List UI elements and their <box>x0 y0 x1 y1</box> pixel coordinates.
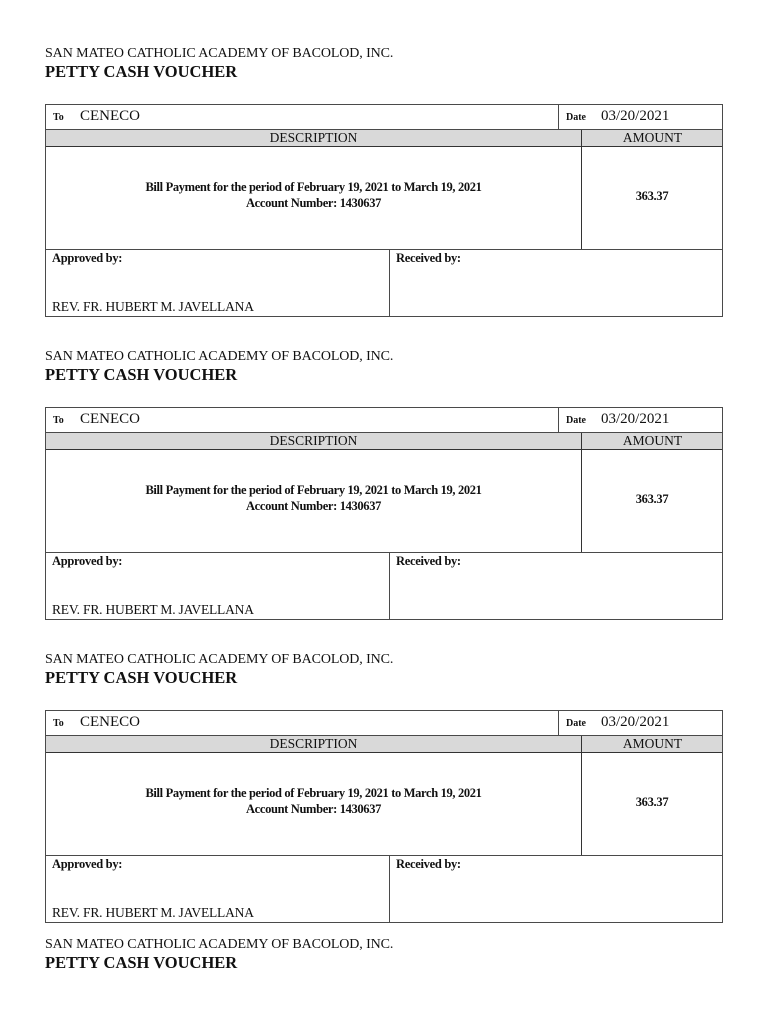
approved-by-label: Approved by: <box>52 857 123 871</box>
voucher-table <box>45 407 723 620</box>
received-by-cell <box>389 856 723 922</box>
approved-by-cell <box>46 856 389 922</box>
approver-name: REV. FR. HUBERT M. JAVELLANA <box>52 905 254 920</box>
amount-cell: 363.37 <box>581 753 722 855</box>
line-item-row <box>46 450 722 553</box>
voucher-title: PETTY CASH VOUCHER <box>45 953 238 972</box>
signature-row <box>46 553 722 619</box>
description-line-1: Bill Payment for the period of February 19, 2021 to March 19, 2021 <box>145 786 482 800</box>
header-row <box>46 736 722 753</box>
received-by-label: Received by: <box>396 857 461 871</box>
amount-header: AMOUNT <box>581 130 723 146</box>
org-name: SAN MATEO CATHOLIC ACADEMY OF BACOLOD, INC. <box>45 937 394 952</box>
date-value: 03/20/2021 <box>601 411 670 427</box>
date-value: 03/20/2021 <box>601 108 670 124</box>
payee-row <box>46 408 722 433</box>
description-line-2: Account Number: 1430637 <box>246 802 381 816</box>
approver-name: REV. FR. HUBERT M. JAVELLANA <box>52 299 254 314</box>
to-label: To <box>53 718 64 729</box>
amount-cell: 363.37 <box>581 450 722 552</box>
org-name: SAN MATEO CATHOLIC ACADEMY OF BACOLOD, INC. <box>45 349 394 364</box>
amount-cell: 363.37 <box>581 147 722 249</box>
description-line-2: Account Number: 1430637 <box>246 499 381 513</box>
org-name: SAN MATEO CATHOLIC ACADEMY OF BACOLOD, INC. <box>45 46 394 61</box>
description-header: DESCRIPTION <box>269 130 358 145</box>
approver-name: REV. FR. HUBERT M. JAVELLANA <box>52 602 254 617</box>
line-item-row <box>46 753 722 856</box>
received-by-label: Received by: <box>396 251 461 265</box>
received-by-label: Received by: <box>396 554 461 568</box>
description-header: DESCRIPTION <box>269 433 358 448</box>
line-item-row <box>46 147 722 250</box>
approved-by-label: Approved by: <box>52 554 123 568</box>
date-label: Date <box>566 718 586 729</box>
approved-by-cell <box>46 553 389 619</box>
date-value: 03/20/2021 <box>601 714 670 730</box>
header-row <box>46 130 722 147</box>
description-cell <box>46 450 581 552</box>
to-label: To <box>53 415 64 426</box>
signature-row <box>46 250 722 316</box>
received-by-cell <box>389 250 723 316</box>
amount-header: AMOUNT <box>581 736 723 752</box>
voucher-table <box>45 104 723 317</box>
description-cell <box>46 753 581 855</box>
description-line-1: Bill Payment for the period of February 19, 2021 to March 19, 2021 <box>145 483 482 497</box>
description-header: DESCRIPTION <box>269 736 358 751</box>
date-cell <box>558 711 723 735</box>
payee-row <box>46 711 722 736</box>
date-label: Date <box>566 415 586 426</box>
date-cell <box>558 105 723 129</box>
voucher-title: PETTY CASH VOUCHER <box>45 365 238 384</box>
description-line-2: Account Number: 1430637 <box>246 196 381 210</box>
received-by-cell <box>389 553 723 619</box>
approved-by-cell <box>46 250 389 316</box>
header-row <box>46 433 722 450</box>
payee-value: CENECO <box>80 714 140 730</box>
payee-value: CENECO <box>80 108 140 124</box>
voucher-table <box>45 710 723 923</box>
description-cell <box>46 147 581 249</box>
org-name: SAN MATEO CATHOLIC ACADEMY OF BACOLOD, INC. <box>45 652 394 667</box>
signature-row <box>46 856 722 922</box>
to-label: To <box>53 112 64 123</box>
date-cell <box>558 408 723 432</box>
amount-header: AMOUNT <box>581 433 723 449</box>
payee-row <box>46 105 722 130</box>
description-line-1: Bill Payment for the period of February 19, 2021 to March 19, 2021 <box>145 180 482 194</box>
voucher-title: PETTY CASH VOUCHER <box>45 668 238 687</box>
approved-by-label: Approved by: <box>52 251 123 265</box>
date-label: Date <box>566 112 586 123</box>
voucher-title: PETTY CASH VOUCHER <box>45 62 238 81</box>
payee-value: CENECO <box>80 411 140 427</box>
